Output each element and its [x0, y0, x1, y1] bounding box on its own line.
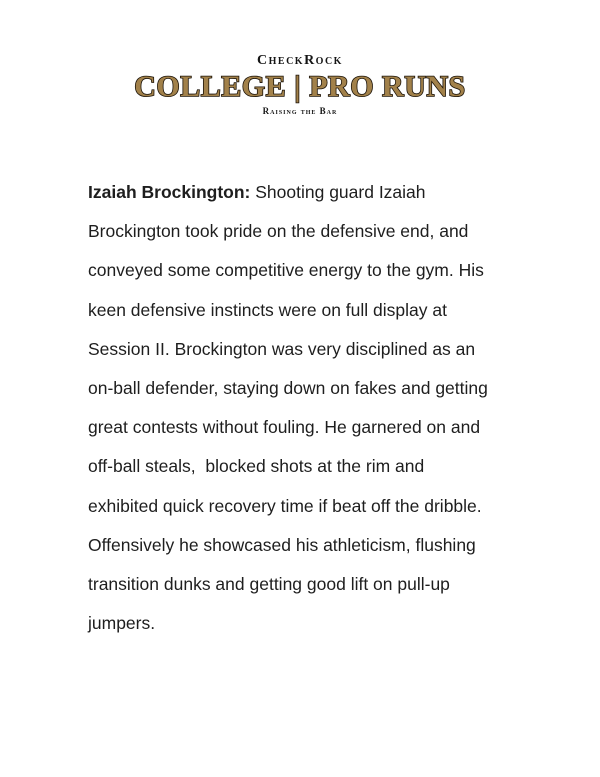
- article-line: exhibited quick recovery time if beat off the dribble.: [88, 495, 482, 516]
- brand-name-main: COLLEGE | PRO RUNS: [134, 70, 466, 103]
- article-line: conveyed some competitive energy to the gym. His: [88, 260, 484, 281]
- article-line: great contests without fouling. He garnered on and: [88, 417, 481, 438]
- brand-tagline: Raising the Bar: [262, 106, 338, 116]
- article-line: Offensively he showcased his athleticism, flushing: [88, 534, 476, 555]
- article-line: transition dunks and getting good lift on pull-up: [88, 574, 450, 595]
- article-line-text: off-ball steals, blocked shots at the rim and: [88, 456, 425, 477]
- article-line: on-ball defender, staying down on fakes and getting: [88, 378, 488, 399]
- player-name: Izaiah Brockington:: [88, 182, 251, 202]
- article-line: [88, 447, 528, 486]
- article-line: [88, 173, 528, 212]
- article-line-text: Shooting guard Izaiah: [255, 182, 426, 202]
- article-body: [88, 173, 528, 643]
- brand-name-top: CheckRock: [257, 53, 343, 68]
- article-line: keen defensive instincts were on full display at: [88, 299, 447, 320]
- article-line: Session II. Brockington was very disciplined as an: [88, 338, 476, 359]
- logo-header: [0, 52, 600, 117]
- article-line: Brockington took pride on the defensive end, and: [88, 221, 469, 242]
- article-line: jumpers.: [88, 613, 156, 634]
